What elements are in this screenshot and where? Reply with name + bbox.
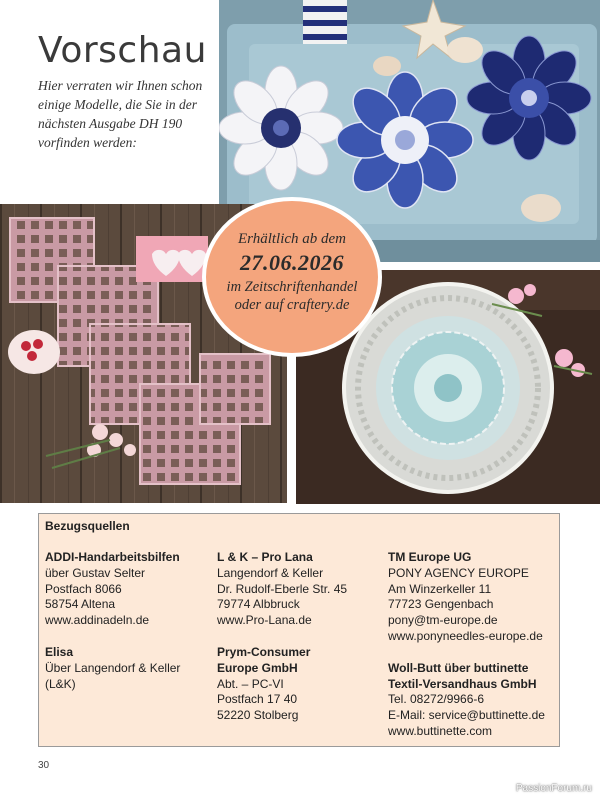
- source-line: 77723 Gengenbach: [388, 597, 494, 612]
- source-name: Textil-Versandhaus GmbH: [388, 676, 537, 691]
- source-line: (L&K): [45, 676, 76, 691]
- source-line: über Gustav Selter: [45, 565, 146, 580]
- source-line: 58754 Altena: [45, 597, 116, 612]
- source-line: Postfach 17 40: [217, 692, 298, 707]
- source-link[interactable]: www.addinadeln.de: [45, 613, 150, 628]
- source-line: Tel. 08272/9966-6: [388, 692, 485, 707]
- source-email[interactable]: pony@tm-europe.de: [388, 613, 498, 628]
- source-line: Postfach 8066: [45, 581, 122, 596]
- badge-date: 27.06.2026: [240, 250, 344, 275]
- availability-badge: [202, 197, 382, 357]
- source-line: 52220 Stolberg: [217, 708, 299, 723]
- intro-text: Hier verraten wir Ihnen schon einige Modelle, die Sie in der nächsten Ausgabe DH 190 vorfinden werden:: [38, 78, 203, 150]
- sources-box: [38, 513, 560, 747]
- source-line: Am Winzerkeller 11: [388, 581, 492, 596]
- source-name: Prym-Consumer: [217, 644, 311, 659]
- source-name: Woll-Butt über buttinette: [388, 660, 529, 675]
- source-name: ADDI-Handarbeitsbilfen: [45, 550, 180, 564]
- source-link[interactable]: www.buttinette.com: [388, 723, 493, 738]
- source-line: Dr. Rudolf-Eberle Str. 45: [217, 581, 348, 596]
- badge-line-1: Erhältlich ab dem: [237, 231, 347, 247]
- page-number: 30: [38, 760, 50, 771]
- source-name: TM Europe UG: [388, 550, 472, 564]
- watermark: PassionForum.ru: [515, 783, 592, 794]
- source-name: Europe GmbH: [217, 660, 298, 675]
- source-name: L & K – Pro Lana: [217, 550, 313, 564]
- source-link[interactable]: www.ponyneedles-europe.de: [388, 628, 543, 643]
- source-line: Über Langendorf & Keller: [45, 660, 181, 675]
- badge-line-4: oder auf craftery.de: [234, 297, 350, 313]
- source-link[interactable]: www.Pro-Lana.de: [217, 613, 312, 628]
- sources-column-2: [217, 550, 387, 724]
- sources-column-3: [388, 550, 558, 740]
- source-name: Elisa: [45, 644, 74, 659]
- source-line: 79774 Albbruck: [217, 597, 300, 612]
- source-line: Langendorf & Keller: [217, 565, 324, 580]
- page-title: Vorschau: [38, 30, 207, 71]
- source-line: PONY AGENCY EUROPE: [388, 565, 529, 580]
- sources-heading: Bezugsquellen: [45, 519, 130, 533]
- sources-column-1: [45, 550, 210, 692]
- badge-line-3: im Zeitschriftenhandel: [226, 279, 358, 295]
- source-line: Abt. – PC-VI: [217, 676, 284, 691]
- source-email[interactable]: E-Mail: service@buttinette.de: [388, 708, 545, 723]
